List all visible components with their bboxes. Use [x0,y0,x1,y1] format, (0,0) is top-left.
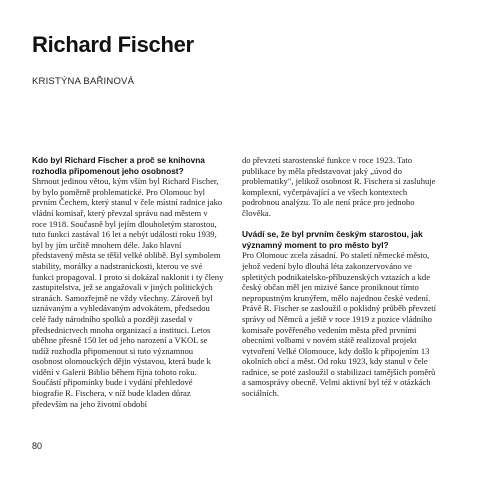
page-number: 80 [32,441,43,451]
right-column [242,155,438,399]
interview-answer-2: Pro Olomouc zcela zásadní. Po staletí německé město, jehož vedení bylo dlouhá léta zakonzervováno ve spletitých podnikatelsko-příbuzenských vztazích a kde český občan měl jen mizivé šance proniknout tímto nepropustným krunýřem, mělo najednou české vedení. Právě R. Fischer se zasloužil o poklidný průběh převzetí správy od Němců a ještě v roce 1919 z pozice vládního komisaře pověřeného vedením města před prvními obecními volbami v novém státě realizoval projekt vytvoření Velké Olomouce, kdy došlo k připojením 13 okolních obcí a měst. Od roku 1923, kdy stanul v čele radnice, se poté zasloužil o stabilizaci tamějších poměrů a samosprávy obecně. Velmi aktivní byl též v otázkách sociálních. [242,250,437,399]
paragraph-gap [242,219,438,230]
left-column [32,155,224,409]
interview-question-2: Uvádí se, že byl prvním českým starostou, jak významný moment to pro město byl? [242,229,423,250]
article-title: Richard Fischer [32,32,194,57]
interview-answer-1: Shrnout jedinou větou, kým vším byl Richard Fischer, by bylo poměrně problematické. Pro Olomouc byl prvním Čechem, který stanul v čele místní radnice jako vládní komisař, který převzal správu nad městem v roce 1918. Současně byl jejím dlouholetým starostou, tuto funkci zastával 16 let a nebýt události roku 1939, byl by jím určitě mnohem déle. Jako hlavní představený města se těšil velké oblibě. Byl symbolem stability, morálky a nadstranickosti, kterou ve své funkci propagoval. I proto si dokázal naklonit i ty členy zastupitelstva, jež se angažovali v jiných politických stranách. Samozřejmě ne vždy všechny. Zároveň byl uznávaným a vyhledávaným advokátem, předsedou celé řady národního spolků a později zasedal v předsednictvech mnoha organizací a instituci. Letos uběhne přesně 150 let od jeho narození a VKOL se tudíž rozhodla připomenout si tuto významnou osobnost olomouckých dějin výstavou, která bude k vidění v Galerii Biblio během října tohoto roku. Součástí připomínky bude i vydání přehledové biografie R. Fischera, v níž bude kladen důraz především na jeho životní období [32,176,224,409]
answer-1-continuation: do převzetí starostenské funkce v roce 1923. Tato publikace by měla představovat jaký „úvod do problematiky", jelikož osobnost R. Fischera si zasluhuje komplexní, vyčerpávající a ve všech kontextech podrobnou analýzu. To ale není práce pro jednoho člověka. [242,155,436,218]
article-author: KRISTÝNA BAŘINOVÁ [32,76,135,87]
interview-question-1: Kdo byl Richard Fischer a proč se knihovna rozhodla připomenout jeho osobnost? [32,155,205,176]
